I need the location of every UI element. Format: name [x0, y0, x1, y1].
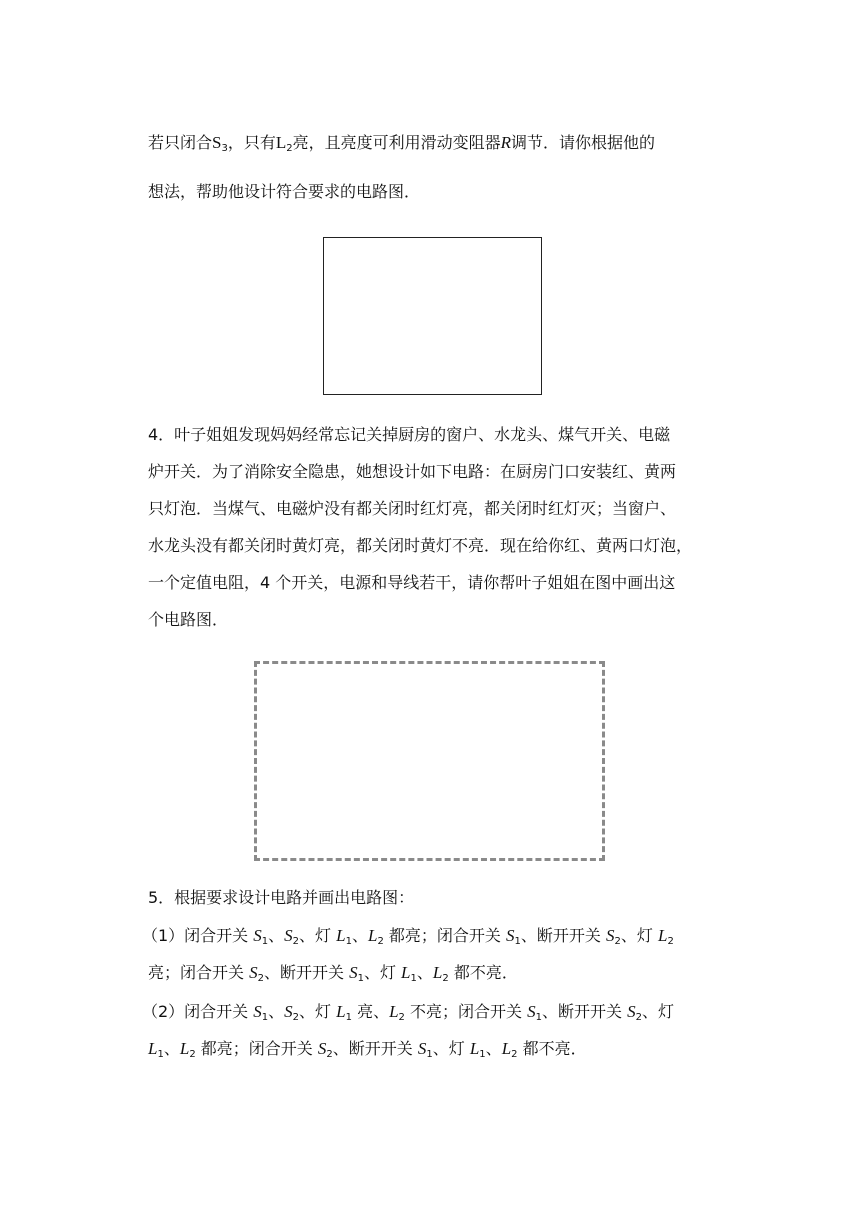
- q5-text: 、: [485, 1039, 502, 1058]
- q5-text: 、: [163, 1039, 180, 1058]
- q5-text: （2）闭合开关: [142, 1002, 254, 1021]
- subscript: 2: [511, 1049, 518, 1060]
- subscript: 2: [292, 1012, 300, 1023]
- switch-symbol: S: [253, 926, 262, 945]
- q3-text: ，只有: [227, 133, 276, 152]
- lamp-symbol: L: [179, 1039, 190, 1058]
- q3-text-line-1: [148, 131, 655, 155]
- subscript: 1: [410, 973, 417, 984]
- q5-part2-line-2: [148, 1037, 587, 1061]
- switch-symbol: S: [284, 926, 293, 945]
- lamp-symbol: L: [368, 926, 378, 945]
- subscript: 2: [189, 1049, 196, 1060]
- lamp-symbol: L: [501, 1039, 512, 1058]
- lamp-symbol: L: [336, 926, 346, 945]
- switch-symbol: S: [506, 926, 515, 945]
- lamp-symbol: L: [389, 1002, 399, 1021]
- q5-text: 、: [416, 963, 433, 982]
- q5-text: 、灯: [299, 926, 337, 945]
- subscript: 2: [635, 1012, 642, 1023]
- q4-text-line: 4．叶子姐姐发现妈妈经常忘记关掉厨房的窗户、水龙头、煤气开关、电磁: [148, 425, 671, 444]
- q4-text-line: 炉开关．为了消除安全隐患，她想设计如下电路：在厨房门口安装红、黄两: [148, 462, 677, 481]
- q5-text: 、断开开关: [520, 926, 606, 945]
- subscript: 2: [377, 936, 384, 947]
- switch-symbol: S: [317, 1039, 327, 1058]
- q3-text: 调节．请你根据他的: [511, 133, 656, 152]
- lamp-symbol: L: [148, 1039, 158, 1058]
- switch-symbol: S: [284, 1002, 293, 1021]
- switch-symbol: S: [627, 1002, 636, 1021]
- subscript: 1: [345, 936, 352, 947]
- q5-text: 、断开开关: [263, 963, 350, 982]
- subscript: 2: [398, 1012, 405, 1023]
- switch-symbol: S: [606, 926, 615, 945]
- lamp-symbol: L: [401, 963, 411, 982]
- q3-text-line-2: 想法，帮助他设计符合要求的电路图．: [148, 182, 421, 201]
- subscript: 2: [286, 143, 293, 154]
- q5-text: （1）闭合开关: [142, 926, 254, 945]
- q5-text: 亮、: [351, 1002, 390, 1021]
- q5-text: 都不亮．: [517, 1039, 587, 1058]
- q5-title: 5．根据要求设计电路并画出电路图：: [148, 888, 415, 907]
- subscript: 1: [479, 1049, 486, 1060]
- q5-text: 、断开开关: [332, 1039, 418, 1058]
- subscript: 1: [357, 973, 364, 984]
- lamp-symbol: L: [336, 1002, 346, 1021]
- q5-part2-line-1: [142, 1000, 674, 1024]
- q4-text-line: 一个定值电阻，4 个开关，电源和导线若干，请你帮叶子姐姐在图中画出这: [148, 573, 676, 592]
- q4-text-line: 个电路图．: [148, 610, 229, 629]
- q5-part1-line-2: [148, 961, 518, 985]
- q4-answer-box: [254, 661, 605, 861]
- subscript: 2: [326, 1049, 333, 1060]
- subscript: 2: [614, 936, 621, 947]
- q3-answer-box: [323, 237, 542, 395]
- q5-text: 都亮；闭合开关: [383, 926, 507, 945]
- subscript: 2: [292, 936, 300, 947]
- lamp-symbol: L: [275, 133, 287, 152]
- q3-text: 若只闭合: [148, 133, 213, 152]
- subscript: 1: [157, 1049, 164, 1060]
- q4-text-line: 水龙头没有都关闭时黄灯亮，都关闭时黄灯不亮．现在给你红、黄两口灯泡，: [148, 536, 693, 555]
- subscript: 1: [261, 1012, 269, 1023]
- subscript: 3: [221, 143, 228, 154]
- q5-text: 、灯: [620, 926, 658, 945]
- switch-symbol: S: [349, 963, 358, 982]
- subscript: 1: [535, 1012, 542, 1023]
- q5-text: 亮；闭合开关: [148, 963, 250, 982]
- switch-symbol: S: [249, 963, 258, 982]
- switch-symbol: S: [417, 1039, 427, 1058]
- subscript: 1: [345, 1012, 352, 1023]
- q5-text: 、灯: [299, 1002, 337, 1021]
- subscript: 1: [426, 1049, 433, 1060]
- subscript: 1: [514, 936, 521, 947]
- switch-symbol: S: [212, 133, 222, 152]
- q5-part1-line-1: [142, 924, 674, 948]
- switch-symbol: S: [253, 1002, 262, 1021]
- subscript: 1: [261, 936, 269, 947]
- q5-text: 不亮；闭合开关: [404, 1002, 528, 1021]
- switch-symbol: S: [527, 1002, 536, 1021]
- q5-text: 、灯: [363, 963, 402, 982]
- q5-text: 都亮；闭合开关: [195, 1039, 318, 1058]
- subscript: 2: [257, 973, 264, 984]
- q4-text-line: 只灯泡．当煤气、电磁炉没有都关闭时红灯亮，都关闭时红灯灭；当窗户、: [148, 499, 677, 518]
- lamp-symbol: L: [469, 1039, 480, 1058]
- q5-text: 、: [268, 1002, 285, 1021]
- lamp-symbol: L: [657, 926, 668, 945]
- q5-text: 、: [268, 926, 285, 945]
- q5-text: 、灯: [432, 1039, 470, 1058]
- subscript: 2: [667, 936, 674, 947]
- q5-text: 、断开开关: [541, 1002, 628, 1021]
- q3-text: 亮，且亮度可利用滑动变阻器: [292, 133, 501, 152]
- lamp-symbol: L: [432, 963, 443, 982]
- resistor-symbol: R: [500, 133, 512, 152]
- subscript: 2: [442, 973, 449, 984]
- q5-text: 、灯: [641, 1002, 674, 1021]
- q5-text: 、: [351, 926, 368, 945]
- q5-text: 都不亮．: [448, 963, 518, 982]
